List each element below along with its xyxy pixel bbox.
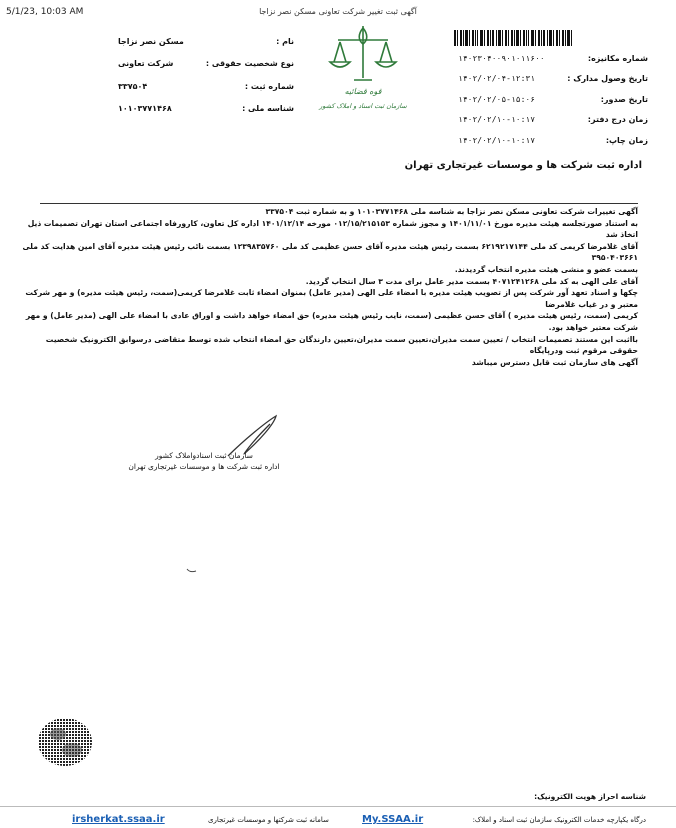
electronic-identity-label: شناسه احراز هویت الکترونیک:: [534, 792, 646, 801]
meta-row-mechanized-number: [458, 48, 648, 69]
company-label: نوع شخصیت حقوقی :: [205, 59, 294, 69]
print-date: 5/1/23, 10:03 AM: [6, 7, 84, 17]
meta-row-issue-date: [458, 89, 648, 110]
divider: [40, 203, 638, 204]
notice-line: آگهی های سازمان ثبت قابل دسترس میباشد: [471, 357, 638, 367]
meta-label: زمان چاپ:: [605, 135, 648, 145]
notice-line: آگهی تغییرات شرکت تعاونی مسکن نصر نزاجا به شناسه ملی ۱۰۱۰۳۷۷۱۴۶۸ و به شماره ثبت ۳۳۷۵۰۴: [265, 207, 638, 216]
print-title: آگهی ثبت تغییر شرکت تعاونی مسکن نصر نزاجا: [259, 7, 417, 16]
footer-portal-text: درگاه یکپارچه خدمات الکترونیک سازمان ثبت اسناد و املاک:: [472, 816, 646, 824]
meta-value: ۱۴۰۲/۰۲/۱۰-۱۰:۱۷: [458, 135, 536, 145]
notice-line: آقای غلامرضا کریمی کد ملی ۶۲۱۹۲۱۷۱۴۴ بسمت رئیس هیئت مدیره آقای حسن عظیمی کد ملی ۱۲۳۹۸۳۵۷۶۰ بسمت نائب رئیس هیئت مدیره آقای امین هدایت کد ملی ۳۹۵۰۴۰۳۶۶۱: [22, 241, 638, 263]
notice-line: بسمت عضو و منشی هیئت مدیره انتخاب گردیدند.: [454, 264, 638, 274]
irsherkat-link[interactable]: irsherkat.ssaa.ir: [72, 814, 165, 825]
company-label: شماره ثبت :: [244, 81, 294, 91]
company-row-registration-number: [118, 75, 294, 98]
signature-stamp: [124, 450, 284, 472]
svg-text:سازمان ثبت اسناد و املاک کشور: سازمان ثبت اسناد و املاک کشور: [319, 102, 407, 110]
company-label: نام :: [276, 36, 294, 46]
svg-text:قوه قضائیه: قوه قضائیه: [344, 87, 382, 96]
registration-organization-emblem: [318, 18, 408, 118]
company-row-national-id: [118, 98, 294, 121]
meta-value: ۱۴۰۲/۰۲/۰۵-۱۵:۰۶: [458, 94, 536, 104]
meta-row-received-date: [458, 69, 648, 90]
qr-code: [36, 716, 94, 768]
meta-label: زمان درج دفتر:: [587, 115, 648, 125]
notice-line: چکها و اسناد تعهد آور شرکت پس از تصویب هیئت مدیره با امضاء علی الهی (مدیر عامل) بمنوان امضاء ثابت غلامرضا کریمی(سمت، رئیس هیئت مدیره) و مهر شرکت معتبر و در غیاب غلامرضا: [25, 288, 638, 309]
my-ssaa-link[interactable]: My.SSAA.ir: [362, 814, 424, 825]
stamp-line: اداره ثبت شرکت ها و موسسات غیرتجاری تهران: [128, 462, 280, 471]
company-value: مسکن نصر نزاجا: [118, 36, 184, 46]
footer-divider: [0, 806, 676, 807]
stamp-line: سازمان ثبت اسنادواملاک کشور: [155, 451, 253, 460]
meta-value: ۱۴۰۲۳۰۴۰۰۹۰۱۰۱۱۶۰۰: [458, 53, 545, 63]
company-value: ۳۳۷۵۰۴: [118, 81, 148, 91]
notice-line: به استناد صورتجلسه هیئت مدیره مورخ ۱۴۰۱/۱۱/۰۱ و مجوز شماره ۰۱۲/۱۵/۲۱۵۱۵۳ مورخه ۱۴۰۱/۱۲/۱۴ اداره کل تعاون، کارورفاه اجتماعی استان تهران تصمیمات ذیل اتخاذ شد: [27, 218, 638, 240]
meta-label: تاریخ صدور:: [600, 94, 648, 104]
pen-mark: [186, 566, 198, 574]
barcode: [454, 30, 574, 46]
department-title: اداره ثبت شرکت ها و موسسات غیرتجاری تهران: [404, 160, 642, 171]
notice-line: بااثبت این مستند تصمیمات انتخاب / تعیین سمت مدیران،تعیین سمت مدیران،تعیین دارندگان حق امضاء انتخاب شده توسط متقاضی درسوابق الکترونیک شخصیت حقوقی مرقوم ثبت ودرپایگاه: [45, 334, 638, 356]
meta-label: شماره مکانیزه:: [587, 53, 648, 63]
footer: [0, 812, 676, 828]
company-row-legal-type: [118, 53, 294, 76]
meta-label: تاریخ وصول مدارک :: [567, 74, 648, 84]
company-value: شرکت تعاونی: [118, 59, 174, 69]
company-row-name: [118, 30, 294, 53]
notice-body: [22, 206, 638, 368]
notice-line: آقای علی الهی به کد ملی ۴۰۷۱۲۴۱۲۶۸ بسمت مدیر عامل برای مدت ۳ سال انتخاب گردید.: [305, 276, 638, 286]
meta-row-registry-time: [458, 110, 648, 131]
meta-value: ۱۴۰۲/۰۲/۰۴-۱۲:۳۱: [458, 74, 536, 84]
company-info: [118, 30, 294, 120]
footer-company-system-text: سامانه ثبت شرکتها و موسسات غیرتجاری: [208, 816, 329, 824]
meta-row-print-time: [458, 130, 648, 151]
meta-value: ۱۴۰۲/۰۲/۱۰-۱۰:۱۷: [458, 115, 536, 125]
company-label: شناسه ملی :: [242, 104, 294, 114]
document-meta: [458, 48, 648, 151]
notice-line: کریمی (سمت، رئیس هیئت مدیره ) آقای حسن عظیمی (سمت، نایب رئیس هیئت مدیره) حق امضاء خواهد داشت و اوراق عادی با امضاء علی الهی (مدیر عامل) و مهر شرکت معتبر خواهد بود.: [25, 311, 638, 332]
company-value: ۱۰۱۰۳۷۷۱۴۶۸: [118, 104, 172, 114]
